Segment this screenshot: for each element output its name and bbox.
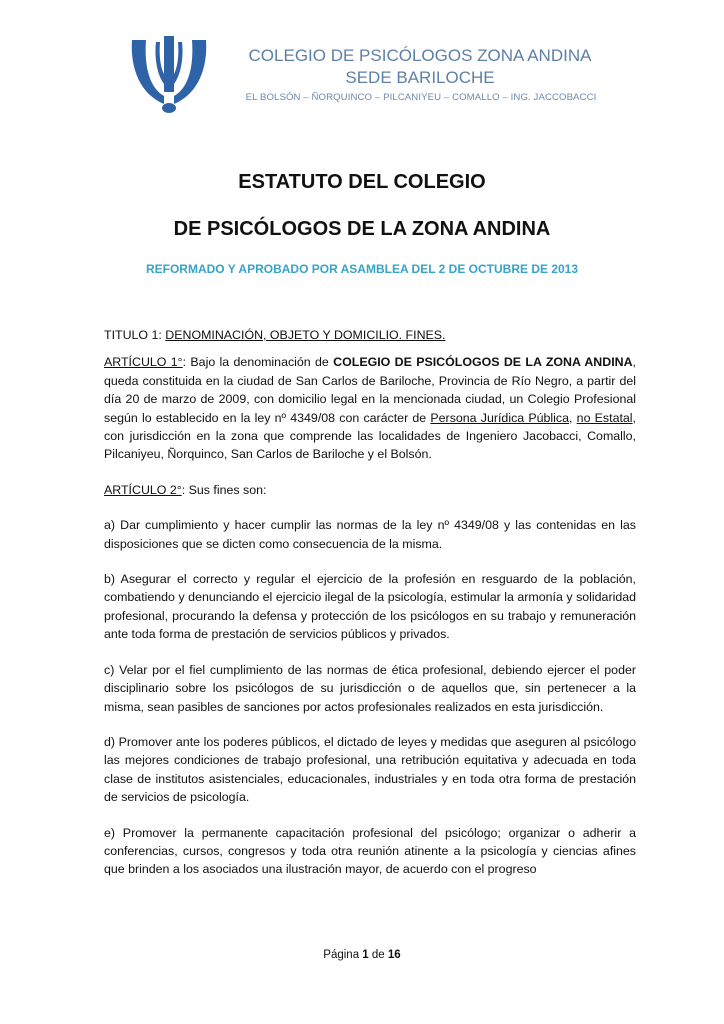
article-2-item-e: e) Promover la permanente capacitación profesional del psicólogo; organizar o adherir a conferencias, cursos, congresos y toda otra reunión atinente a la psicología y ciencias afines que brinden a los asociados una ilustración mayor, de acuerdo con el progreso	[104, 825, 636, 877]
article-2-text: : Sus fines son:	[181, 482, 267, 497]
section-heading	[104, 326, 636, 344]
article-2-item-c: c) Velar por el fiel cumplimiento de las normas de ética profesional, debiendo ejercer el poder disciplinario sobre los psicólogos de su jurisdicción o de aquellos que, sin pertenecer a la misma, sean pasibles de sanciones por actos profesionales realizados en esta jurisdicción.	[104, 662, 636, 714]
org-localities: EL BOLSÓN – ÑORQUINCO – PILCANIYEU – COMALLO – ING. JACCOBACCI	[245, 92, 597, 103]
document-body	[104, 326, 636, 896]
article-1-text-a: : Bajo la denominación de	[182, 355, 334, 370]
page-footer	[0, 949, 724, 961]
article-2-item-a: a) Dar cumplimiento y hacer cumplir las normas de la ley nº 4349/08 y las contenidas en las disposiciones que se dicten como consecuencia de la misma.	[104, 518, 636, 551]
article-1	[104, 353, 636, 463]
document-title-line-2: DE PSICÓLOGOS DE LA ZONA ANDINA	[173, 218, 551, 240]
org-sede: SEDE BARILOCHE	[345, 68, 495, 87]
article-1-text-b: , queda constituida en la ciudad de San Carlos de Bariloche, Provincia de Río Negro, a partir del día 20 de marzo de 2009, con domicilio legal en la mencionada ciudad, un Colegio Profesional según lo establecido en la ley nº 4349/08 con carácter de	[104, 355, 636, 425]
document-title-line-1: ESTATUTO DEL COLEGIO	[238, 171, 486, 193]
of-word: de	[371, 949, 385, 961]
article-1-text-c: ,	[569, 410, 577, 425]
article-1-label: ARTÍCULO 1°	[104, 355, 183, 370]
article-2-label: ARTÍCULO 2°	[104, 482, 182, 497]
article-2-item-b: b) Asegurar el correcto y regular el ejercicio de la profesión en resguardo de la población, combatiendo y denunciando el ejercicio ilegal de la psicología, estimular la armonía y solidaridad profesional, procurando la defensa y protección de los psicólogos en su trabajo y remuneración ante toda forma de prestación de servicios públicos y privados.	[104, 572, 636, 642]
org-name: COLEGIO DE PSICÓLOGOS ZONA ANDINA	[248, 46, 592, 65]
section-prefix: TITULO 1:	[104, 328, 166, 342]
article-1-org-name: COLEGIO DE PSICÓLOGOS DE LA ZONA ANDINA	[333, 355, 633, 370]
article-2-item-d: d) Promover ante los poderes públicos, el dictado de leyes y medidas que aseguren al psicólogo las mejores condiciones de trabajo profesional, una retribución equitativa y adecuada en toda clase de institutos asistenciales, educacionales, industriales y en toda otra forma de prestación de servicios de psicología.	[104, 734, 636, 805]
section-title: DENOMINACIÓN, OBJETO Y DOMICILIO. FINES.	[165, 328, 446, 342]
page-total: 16	[387, 949, 401, 961]
article-1-text-d: , con jurisdicción en la zona que comprende las localidades de Ingeniero Jacobacci, Comallo, Pilcaniyeu, Ñorquinco, San Carlos de Bariloche y el Bolsón.	[104, 410, 636, 462]
document-subtitle: REFORMADO Y APROBADO POR ASAMBLEA DEL 2 DE OCTUBRE DE 2013	[145, 262, 579, 276]
article-1-legal-type: Persona Jurídica Pública	[430, 410, 570, 425]
page-word: Página	[323, 949, 360, 961]
letterhead	[0, 0, 724, 120]
article-2	[104, 481, 636, 499]
article-1-non-state: no Estatal	[576, 410, 633, 425]
page-number: 1	[362, 949, 369, 961]
psi-logo-icon	[128, 34, 210, 114]
